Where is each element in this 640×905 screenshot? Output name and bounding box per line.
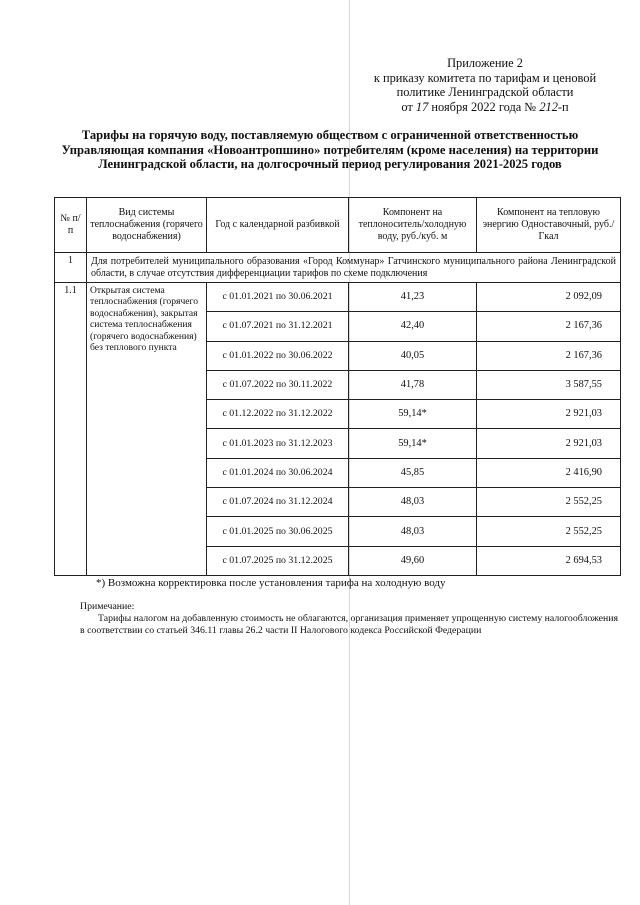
note-title: Примечание: (80, 601, 135, 612)
period-cell: с 01.01.2022 по 30.06.2022 (207, 341, 349, 370)
heat-tariff-cell: 2 167,36 (477, 341, 621, 370)
document-title: Тарифы на горячую воду, поставляемую обществом с ограниченной ответственностью Управляющая компания «Новоантропшино» потребителям (кроме населения) на территории Ленинградской области, на долгосрочный период регулирования 2021-2025 годов (61, 128, 599, 172)
date-prefix: от (401, 99, 413, 114)
appendix-line-3: политике Ленинградской области (396, 85, 574, 99)
appendix-date-line (360, 100, 610, 115)
water-tariff-cell: 59,14* (349, 400, 477, 429)
date-suffix: -п (557, 99, 569, 114)
appendix-header (360, 56, 610, 114)
heat-tariff-cell: 2 092,09 (477, 283, 621, 312)
heat-tariff-cell: 2 921,03 (477, 400, 621, 429)
table-header-row (55, 198, 621, 253)
heat-tariff-cell: 2 921,03 (477, 429, 621, 458)
heat-tariff-cell: 2 552,25 (477, 488, 621, 517)
period-cell: с 01.01.2024 по 30.06.2024 (207, 458, 349, 487)
header-system: Вид системы теплоснабжения (горячего водоснабжения) (87, 198, 207, 253)
group-row (55, 253, 621, 283)
header-period: Год с календарной разбивкой (207, 198, 349, 253)
footnote: *) Возможна корректировка после установления тарифа на холодную воду (96, 577, 446, 589)
water-tariff-cell: 59,14* (349, 429, 477, 458)
handwritten-order-number: 212 (539, 99, 558, 114)
header-heat-component: Компонент на тепловую энергию Одноставочный, руб./Гкал (477, 198, 621, 253)
period-cell: с 01.07.2025 по 31.12.2025 (207, 546, 349, 575)
period-cell: с 01.12.2022 по 31.12.2022 (207, 400, 349, 429)
period-cell: с 01.01.2021 по 30.06.2021 (207, 283, 349, 312)
heat-tariff-cell: 2 694,53 (477, 546, 621, 575)
water-tariff-cell: 48,03 (349, 517, 477, 546)
note-text: Тарифы налогом на добавленную стоимость не облагаются, организация применяет упрощенную систему налогообложения в соответствии со статьей 346.11 главы 26.2 части II Налогового кодекса Российской Федерации (80, 613, 618, 636)
table-row (55, 283, 621, 312)
water-tariff-cell: 41,23 (349, 283, 477, 312)
water-tariff-cell: 49,60 (349, 546, 477, 575)
system-type: Открытая система теплоснабжения (горячего водоснабжения), закрытая система теплоснабжения (горячего водоснабжения) без теплового пункта (87, 283, 207, 576)
period-cell: с 01.07.2024 по 31.12.2024 (207, 488, 349, 517)
header-number: № п/п (55, 198, 87, 253)
heat-tariff-cell: 2 167,36 (477, 312, 621, 341)
water-tariff-cell: 45,85 (349, 458, 477, 487)
header-water-component: Компонент на теплоноситель/холодную воду, руб./куб. м (349, 198, 477, 253)
period-cell: с 01.07.2021 по 31.12.2021 (207, 312, 349, 341)
tariff-table (54, 197, 621, 576)
water-tariff-cell: 40,05 (349, 341, 477, 370)
group-number: 1 (55, 253, 87, 283)
heat-tariff-cell: 3 587,55 (477, 370, 621, 399)
period-cell: с 01.01.2023 по 31.12.2023 (207, 429, 349, 458)
period-cell: с 01.07.2022 по 30.11.2022 (207, 370, 349, 399)
heat-tariff-cell: 2 416,90 (477, 458, 621, 487)
period-cell: с 01.01.2025 по 30.06.2025 (207, 517, 349, 546)
water-tariff-cell: 41,78 (349, 370, 477, 399)
water-tariff-cell: 48,03 (349, 488, 477, 517)
water-tariff-cell: 42,40 (349, 312, 477, 341)
appendix-line-1: Приложение 2 (447, 56, 523, 70)
date-middle: ноября 2022 года № (431, 99, 537, 114)
appendix-line-2: к приказу комитета по тарифам и ценовой (373, 70, 597, 85)
item-number: 1.1 (55, 283, 87, 576)
handwritten-day: 17 (415, 99, 429, 114)
heat-tariff-cell: 2 552,25 (477, 517, 621, 546)
group-description: Для потребителей муниципального образования «Город Коммунар» Гатчинского муниципального района Ленинградской области, в случае отсутствия дифференциации тарифов по схеме подключения (87, 253, 621, 283)
